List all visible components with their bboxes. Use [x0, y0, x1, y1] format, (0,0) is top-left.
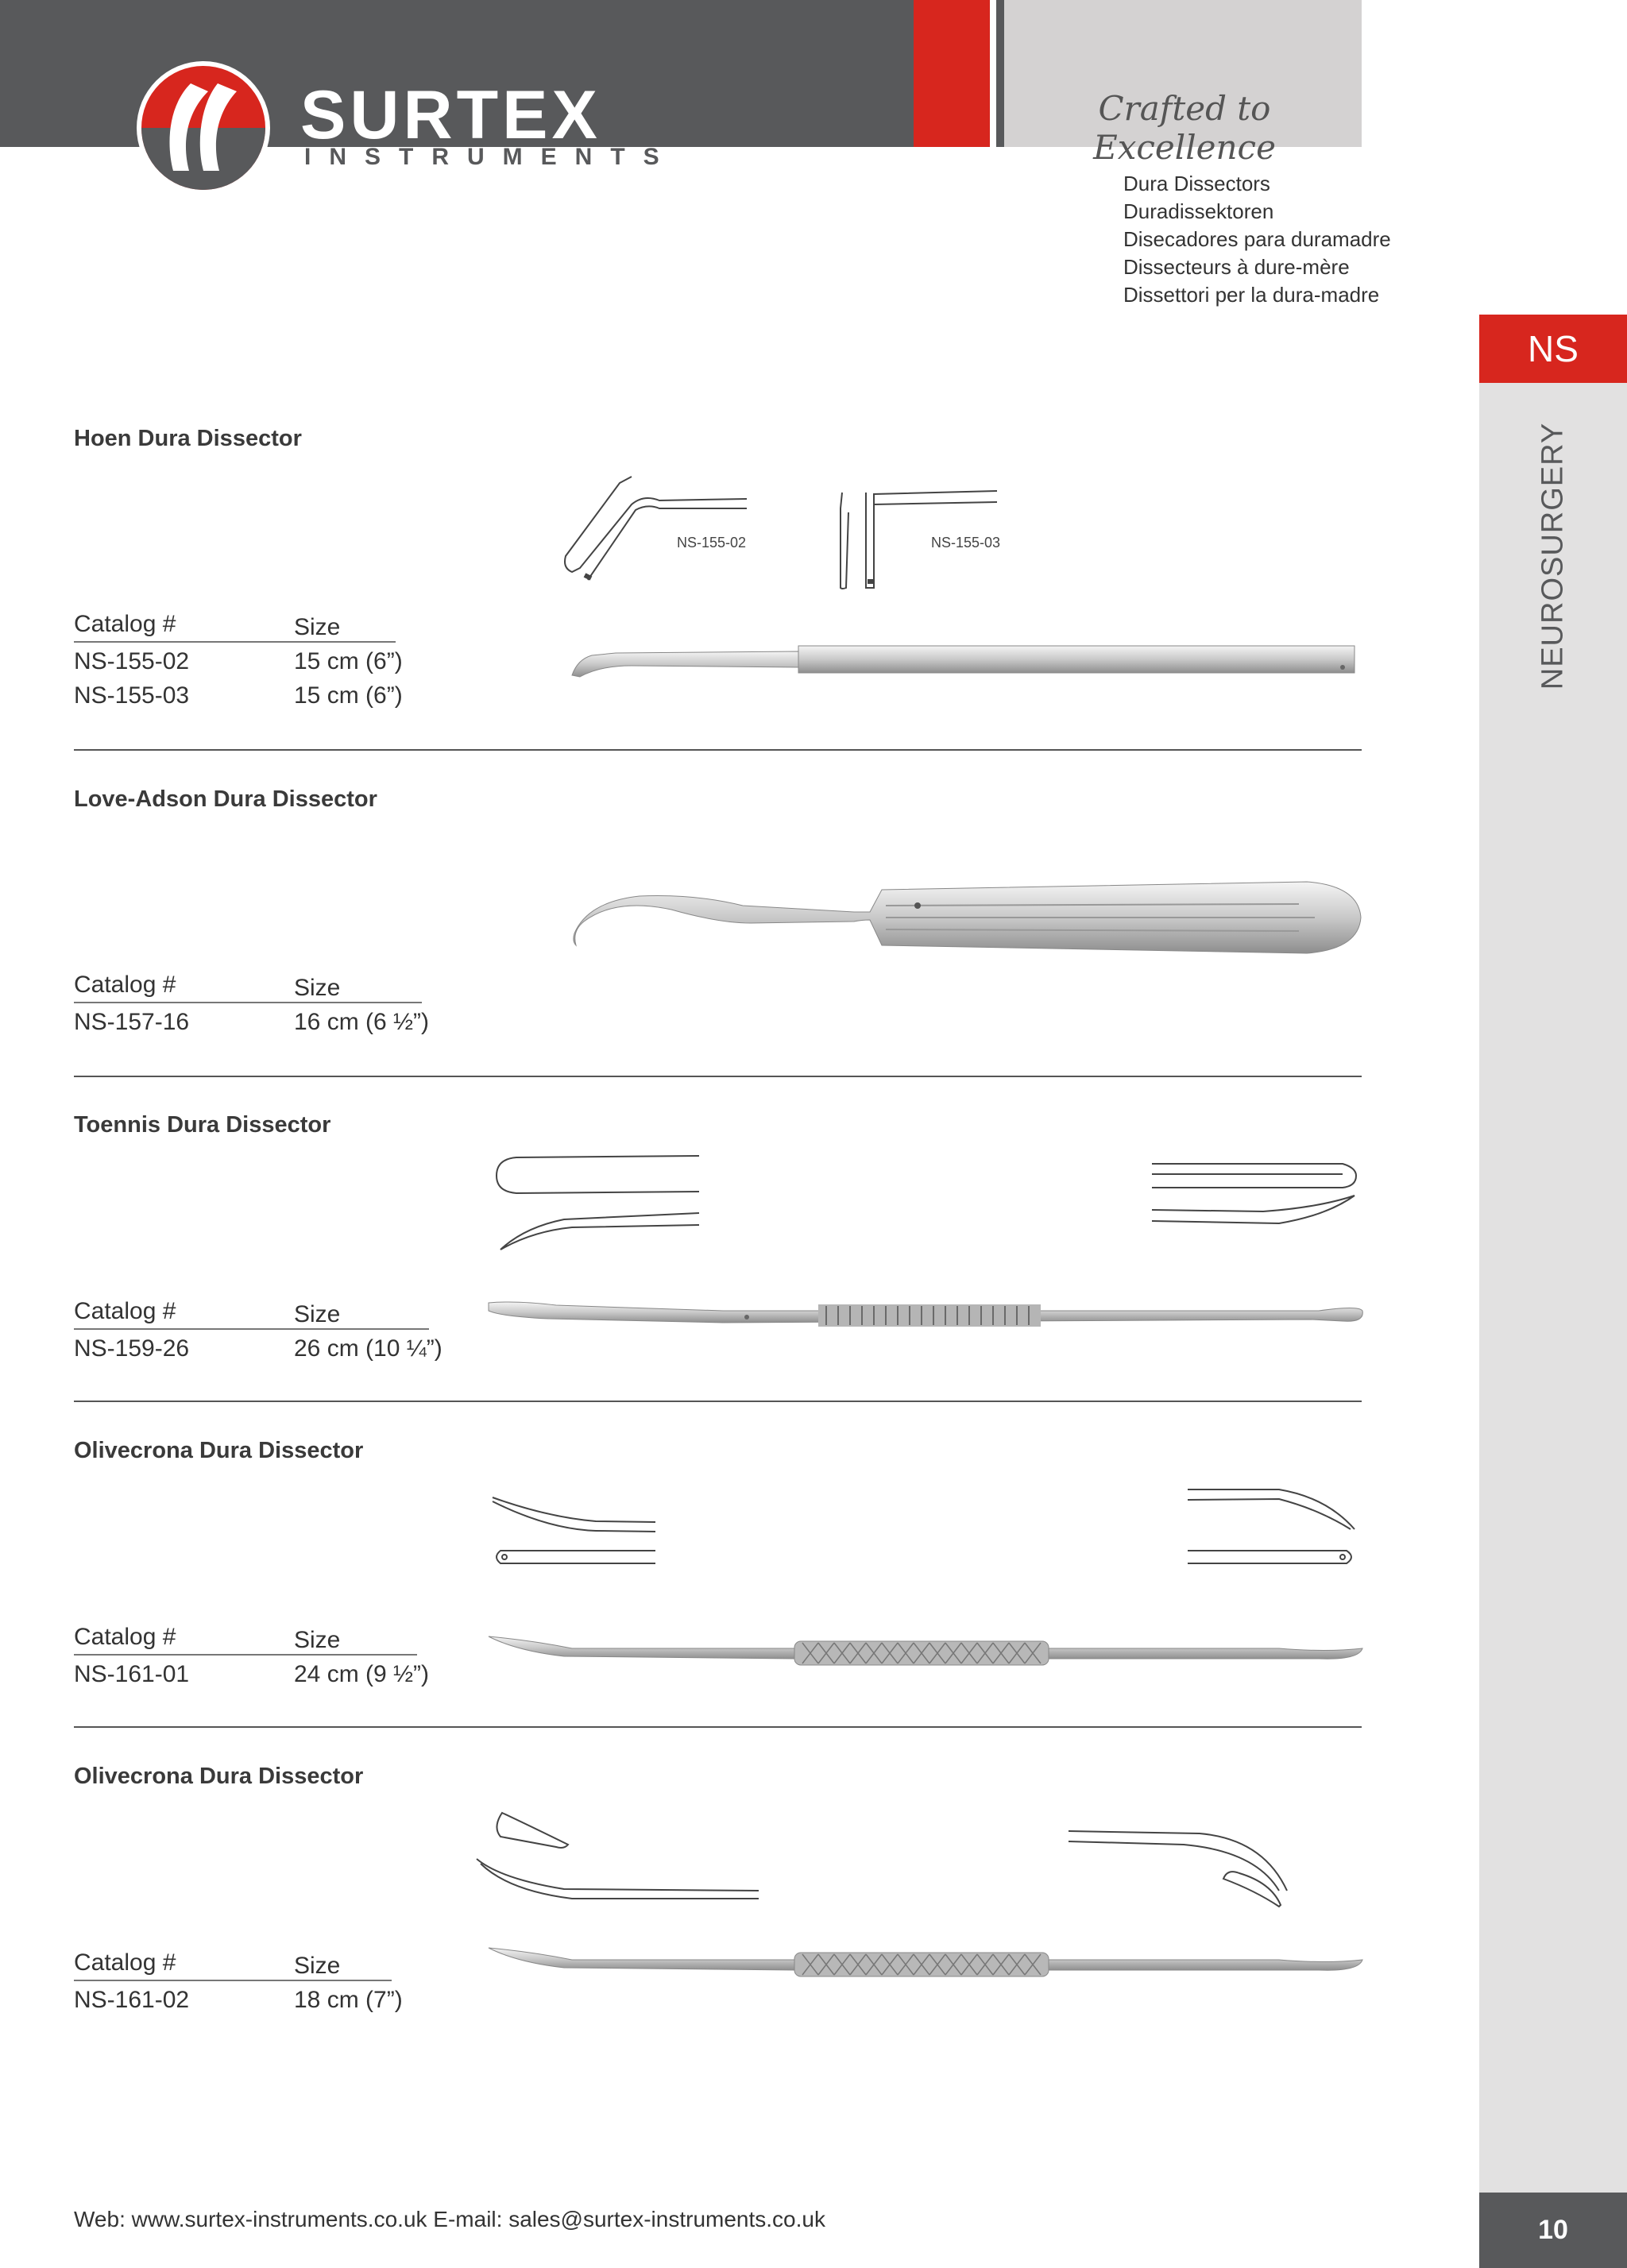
- olivecrona-instrument-image: [485, 1629, 1366, 1668]
- catalog-underline: [74, 1654, 417, 1656]
- olivecrona-instrument-image: [485, 1940, 1366, 1980]
- catalog-number: NS-161-01: [74, 1661, 190, 1687]
- header-stripe: [996, 0, 1004, 147]
- catalog-header: Catalog #: [74, 611, 176, 637]
- brand-subtitle: INSTRUMENTS: [304, 144, 678, 170]
- tip-code: NS-155-02: [677, 535, 747, 551]
- title-fr: Dissecteurs à dure-mère: [1123, 255, 1350, 279]
- toennis-instrument-image: [485, 1291, 1366, 1331]
- product-title: Olivecrona Dura Dissector: [74, 1438, 364, 1463]
- title-en: Dura Dissectors: [1123, 172, 1270, 195]
- section-divider: [74, 1726, 1362, 1728]
- header-stripe: [990, 0, 996, 147]
- header-red-band: [914, 0, 990, 147]
- catalog-size: 24 cm (9 ½”): [294, 1661, 430, 1687]
- section-tab: NS: [1479, 315, 1627, 383]
- size-header: Size: [294, 1627, 341, 1653]
- footer-contact: Web: www.surtex-instruments.co.uk E-mail: sales@surtex-instruments.co.uk: [74, 2207, 825, 2231]
- toennis-tip-detail-image: [485, 1148, 1366, 1259]
- size-header: Size: [294, 1953, 341, 1979]
- catalog-size: 16 cm (6 ½”): [294, 1009, 430, 1035]
- brand-name: SURTEX: [300, 77, 601, 153]
- catalog-size: 26 cm (10 ¼”): [294, 1335, 442, 1362]
- catalog-size: 15 cm (6”): [294, 648, 403, 674]
- title-de: Duradissektoren: [1123, 199, 1274, 223]
- tip-code: NS-155-03: [931, 535, 1001, 551]
- title-es: Disecadores para duramadre: [1123, 227, 1391, 251]
- catalog-size: 15 cm (6”): [294, 682, 403, 709]
- catalog-underline: [74, 1328, 429, 1330]
- catalog-number: NS-159-26: [74, 1335, 190, 1362]
- catalog-number: NS-155-03: [74, 682, 190, 709]
- section-label: NEUROSURGERY: [1536, 422, 1570, 690]
- catalog-underline: [74, 1980, 392, 1981]
- section-divider: [74, 1401, 1362, 1402]
- title-it: Dissettori per la dura-madre: [1123, 283, 1380, 307]
- catalog-underline: [74, 1002, 422, 1003]
- size-header: Size: [294, 1301, 341, 1327]
- catalog-header: Catalog #: [74, 972, 176, 998]
- section-divider: [74, 1076, 1362, 1077]
- love-adson-instrument-image: [568, 874, 1362, 961]
- product-title: Olivecrona Dura Dissector: [74, 1764, 364, 1789]
- hoen-tip-detail-image: [556, 469, 1009, 596]
- product-title: Love-Adson Dura Dissector: [74, 786, 377, 812]
- catalog-header: Catalog #: [74, 1949, 176, 1976]
- olivecrona-tip-detail-image: [485, 1478, 1366, 1573]
- catalog-header: Catalog #: [74, 1624, 176, 1650]
- size-header: Size: [294, 975, 341, 1001]
- catalog-number: NS-157-16: [74, 1009, 190, 1035]
- section-divider: [74, 749, 1362, 751]
- catalog-number: NS-161-02: [74, 1987, 190, 2013]
- catalog-number: NS-155-02: [74, 648, 190, 674]
- tagline: Crafted to Excellence: [1093, 89, 1276, 167]
- product-title: Toennis Dura Dissector: [74, 1112, 331, 1138]
- size-header: Size: [294, 614, 341, 640]
- catalog-header: Catalog #: [74, 1298, 176, 1324]
- hoen-instrument-image: [568, 636, 1362, 683]
- catalog-size: 18 cm (7”): [294, 1987, 403, 2013]
- catalog-underline: [74, 641, 396, 643]
- olivecrona-tip-detail-image: [469, 1803, 1366, 1922]
- surtex-logo-icon: [135, 60, 272, 196]
- page-number: 10: [1479, 2193, 1627, 2268]
- product-title: Hoen Dura Dissector: [74, 426, 302, 451]
